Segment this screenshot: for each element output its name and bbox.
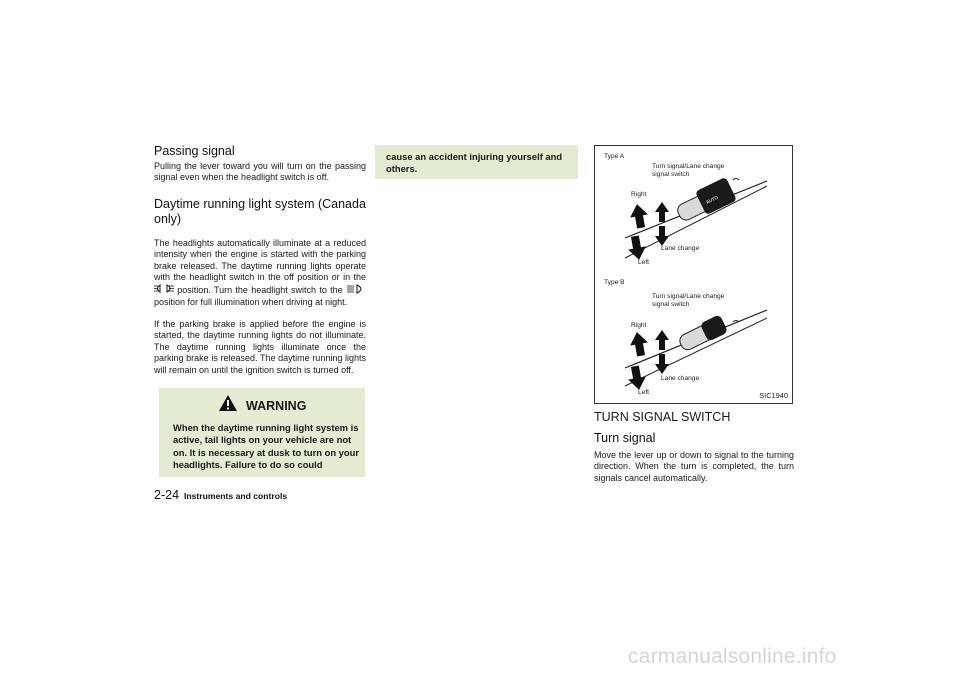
- type-b-lane-up-arrow-icon: [655, 330, 669, 350]
- drl-paragraph-1: [154, 238, 366, 308]
- type-b-right-arrow-icon: [628, 331, 650, 358]
- warning-text-col1: When the daytime running light system is active, tail lights on your vehicle are not on. It is necessary at dusk to turn on your headlights. Failure to do so could: [173, 422, 359, 471]
- drl-p1-part2: position. Turn the headlight switch to the: [177, 284, 343, 295]
- warning-triangle-icon: [218, 394, 238, 417]
- type-a-switch-label-1: Turn signal/Lane change: [652, 163, 725, 170]
- type-a-switch-label-2: signal switch: [652, 171, 690, 178]
- warning-box: [159, 388, 365, 477]
- type-a-right-arrow-icon: [628, 203, 650, 230]
- type-b-switch-label-2: signal switch: [652, 301, 690, 308]
- turn-signal-figure: [594, 145, 793, 404]
- warning-box-continued: [375, 145, 578, 179]
- type-a-lane-up-arrow-icon: [655, 202, 669, 222]
- watermark: carmanualsonline.info: [628, 645, 837, 668]
- type-b-left-label: Left: [638, 389, 649, 396]
- svg-text:AUTO: AUTO: [705, 195, 720, 206]
- headlight-icon: [346, 284, 366, 297]
- passing-signal-body: Pulling the lever toward you will turn on the passing signal even when the headlight switch is off.: [154, 161, 366, 183]
- drl-p1-part3: position for full illumination when driving at night.: [154, 297, 348, 308]
- warning-title: WARNING: [246, 398, 307, 413]
- type-a-right-label: Right: [631, 191, 647, 198]
- type-b-right-label: Right: [631, 322, 647, 329]
- type-a-left-label: Left: [638, 259, 649, 266]
- turn-signal-heading: Turn signal: [594, 431, 656, 445]
- type-b-switch-label-1: Turn signal/Lane change: [652, 293, 725, 300]
- warning-header: [159, 394, 365, 417]
- drl-heading-line2: only): [154, 212, 182, 226]
- drl-heading: [154, 197, 374, 227]
- footer-section-title: Instruments and controls: [184, 491, 288, 501]
- turn-signal-switch-title: TURN SIGNAL SWITCH: [594, 410, 731, 424]
- figure-code: SIC1940: [759, 391, 788, 400]
- passing-signal-heading: Passing signal: [154, 144, 235, 158]
- type-a-label: Type A: [604, 153, 625, 160]
- type-a-lane-down-arrow-icon: [655, 226, 669, 246]
- type-b-label: Type B: [604, 279, 625, 286]
- warning-text-col2: cause an accident injuring yourself and others.: [386, 151, 563, 175]
- parking-lights-icon: [154, 284, 174, 296]
- drl-heading-line1: Daytime running light system (Canada: [154, 197, 366, 211]
- drl-p1-part1: The headlights automatically illuminate at a reduced intensity when the engine is started with the parking brake released. The daytime running lights operate with the headlight switch in the off position or in the: [154, 238, 366, 283]
- type-b-left-arrow-icon: [626, 365, 648, 392]
- page-number: 2-24: [154, 488, 180, 502]
- type-b-lane-change-label: Lane change: [661, 375, 700, 382]
- turn-signal-body: Move the lever up or down to signal to the turning direction. When the turn is completed, the turn signals cancel automatically.: [594, 450, 794, 483]
- drl-paragraph-2: If the parking brake is applied before the engine is started, the daytime running lights do not illuminate. The daytime running lights illuminate once the parking brake is released. The daytime running lights will remain on until the ignition switch is turned off.: [154, 319, 366, 375]
- type-a-lane-change-label: Lane change: [661, 245, 700, 252]
- type-a-left-arrow-icon: [626, 235, 648, 262]
- figure-drawing: [595, 146, 792, 403]
